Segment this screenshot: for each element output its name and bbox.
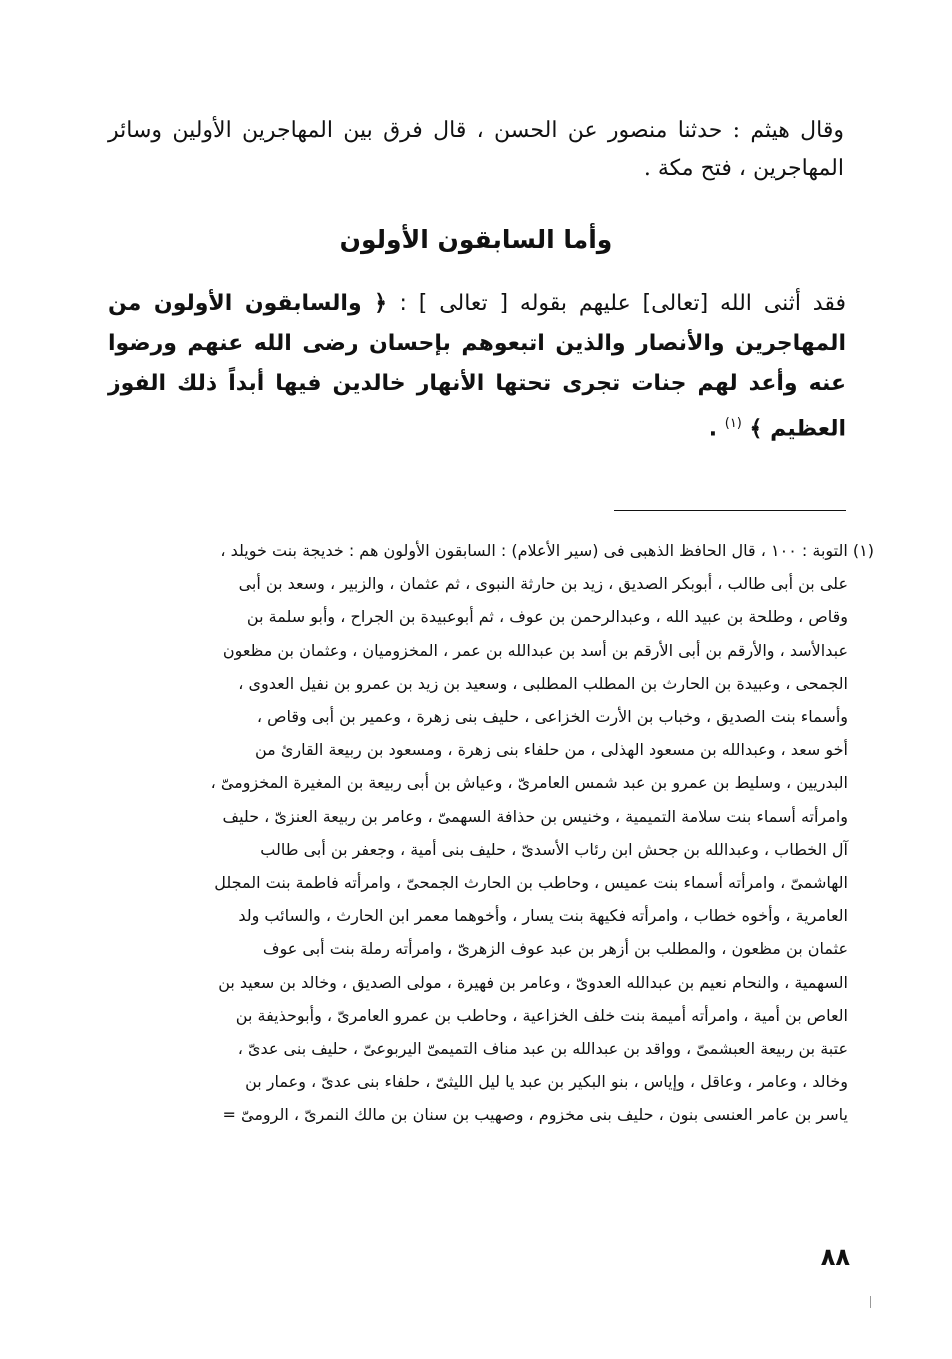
- footnote-line: عتبة بن ربيعة العبشمىّ ، وواقد بن عبدالله بن عبد مناف التميمىّ اليربوعىّ ، حليف بنى عدىّ ،: [237, 1039, 848, 1059]
- footnote-line: آل الخطاب ، وعبدالله بن جحش ابن رئاب الأسدىّ ، حليف بنى أمية ، وجعفر بن أبى طالب: [260, 839, 848, 859]
- verse-lead: فقد أثنى الله [تعالى] عليهم بقوله [ تعالى ] :: [399, 291, 846, 316]
- footnote-line: العاص بن أمية ، وامرأته أميمة بنت خلف الخزاعية ، وحاطب بن عمرو العامرىّ ، وأبوحذيفة بن: [235, 1005, 848, 1025]
- footnote-line: أخو سعد ، وعبدالله بن مسعود الهذلى ، من حلفاء بنى زهرة ، ومسعود بن ربيعة القارئ من: [255, 740, 848, 760]
- footnote-reference: (١): [724, 416, 742, 431]
- footnote-line: العامرية ، وأخوه خطاب ، وامرأته فكيهة بنت يسار ، وأخوهما معمر ابن الحارث ، والسائب ولد: [238, 906, 848, 926]
- section-heading: وأما السابقون الأولون: [339, 225, 613, 254]
- footnote-line: وخالد ، وعامر ، وعاقل ، وإياس ، بنو البكير بن عبد يا ليل الليثىّ ، حلفاء بنى عدىّ ، وعمار بن: [245, 1072, 848, 1092]
- scan-mark: [870, 1296, 871, 1308]
- intro-paragraph: [108, 112, 844, 188]
- footnote-line: (١) التوبة : ١٠٠ ، قال الحافظ الذهبى فى (سير الأعلام) : السابقون الأولون هم : خديجة بنت خويلد ،: [220, 541, 874, 560]
- footnote-line: الجمحى ، وعبيدة بن الحارث بن المطلب المطلبى ، وسعيد بن زيد بن عمرو بن نفيل العدوى ،: [238, 673, 848, 693]
- intro-text: وقال هيثم : حدثنا منصور عن الحسن ، قال فرق بين المهاجرين الأولين وسائر المهاجرين ، فتح مكة .: [108, 118, 844, 181]
- footnote-line: وامرأته أسماء بنت سلامة التميمية ، وخنيس بن حذافة السهمىّ ، وعامر بن ربيعة العنزىّ ، حليف: [222, 806, 848, 826]
- footnote-line: عبدالأسد ، والأرقم بن أبى الأرقم بن أسد بن عبدالله بن عمر ، المخزوميان ، وعثمان بن مظعون: [222, 640, 848, 660]
- footnote-line: ياسر بن عامر العنسى بنون ، حليف بنى مخزوم ، وصهيب بن سنان بن مالك النمرىّ ، الرومىّ =: [222, 1105, 848, 1125]
- quote-open-bracket: ﴿: [374, 291, 388, 316]
- footnote-line: وقاص ، وطلحة بن عبيد الله ، وعبدالرحمن بن عوف ، ثم أبوعبيدة بن الجراح ، وأبو سلمة بن: [246, 607, 848, 627]
- quote-close-bracket: ﴾: [749, 416, 763, 442]
- footnote-line: وأسماء بنت الصديق ، وخباب بن الأرت الخزاعى ، حليف بنى زهرة ، وعمير بن أبى وقاص ،: [256, 707, 848, 727]
- verse-end-period: .: [708, 416, 718, 442]
- quran-verse: والسابقون الأولون من المهاجرين والأنصار والذين اتبعوهم بإحسان رضى الله عنهم ورضوا عنه وأعد لهم جنات تجرى تحتها الأنهار خالدين فيها أبداً ذلك الفوز العظيم: [108, 291, 846, 442]
- footnote-line: السهمية ، والنحام نعيم بن عبدالله العدوىّ ، وعامر بن فهيرة ، مولى الصديق ، وخالد بن سعيد بن: [218, 972, 848, 992]
- footnote-line: الهاشمىّ ، وامرأته أسماء بنت عميس ، وحاطب بن الحارث الجمحىّ ، وامرأته فاطمة بنت المجلل: [214, 873, 848, 893]
- verse-paragraph: [108, 284, 846, 449]
- footnote-line: عثمان بن مظعون ، والمطلب بن أزهر بن عبد عوف الزهرىّ ، وامرأته رملة بنت أبى عوف: [262, 939, 848, 959]
- footnote-line: على بن أبى طالب ، أبوبكر الصديق ، زيد بن حارثة النبوى ، ثم عثمان ، والزبير ، وسعد بن أبى: [238, 574, 848, 594]
- page-number: ٨٨: [820, 1243, 850, 1271]
- footnote-block: [104, 534, 874, 1132]
- footnote-line: البدريين ، وسليط بن عمرو بن عبد شمس العامرىّ ، وعياش بن أبى ربيعة بن المغيرة المخزومىّ ،: [210, 773, 848, 793]
- footnote-separator: [614, 510, 846, 511]
